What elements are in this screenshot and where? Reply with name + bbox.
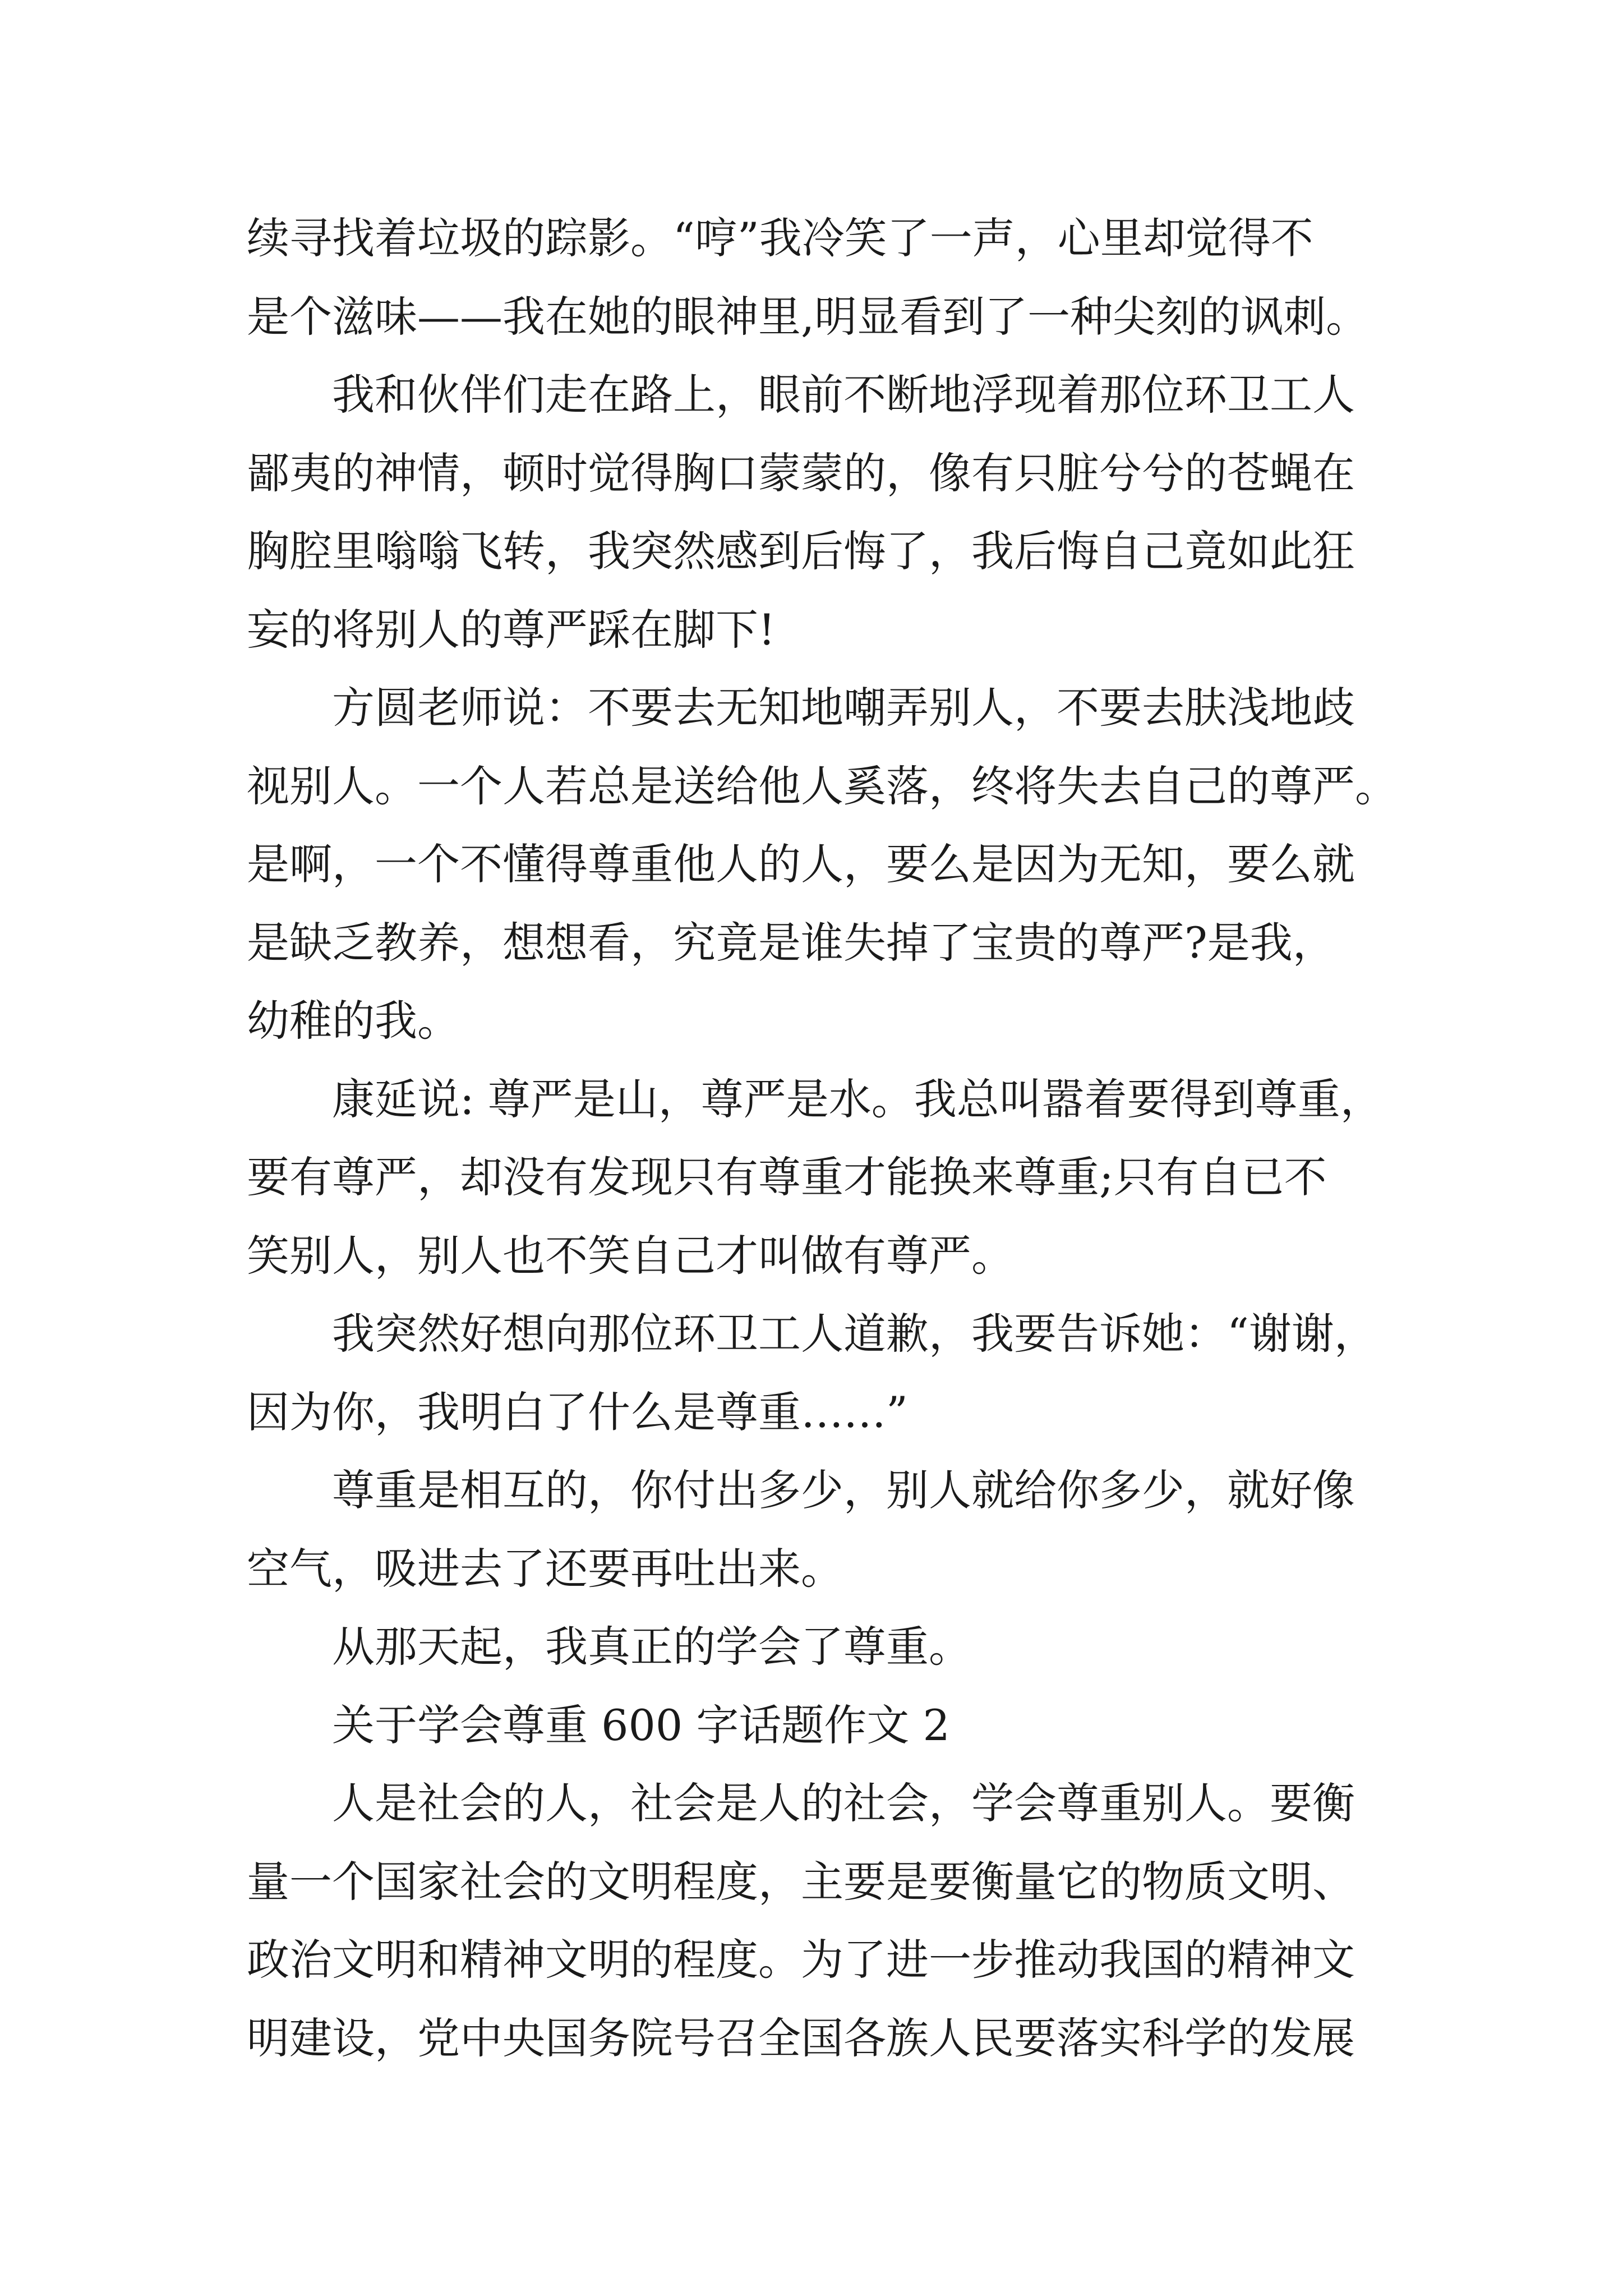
text-line: 空气，吸进去了还要再吐出来。 bbox=[247, 1543, 843, 1594]
body-text bbox=[247, 199, 1424, 2077]
text-line: 笑别人，别人也不笑自己才叫做有尊严。 bbox=[247, 1230, 1014, 1281]
text-line: 妄的将别人的尊严踩在脚下! bbox=[247, 604, 776, 655]
paragraph-start-line: 人是社会的人，社会是人的社会，学会尊重别人。要衡 bbox=[332, 1778, 1355, 1828]
text-line: 政治文明和精神文明的程度。为了进一步推动我国的精神文 bbox=[247, 1935, 1355, 1985]
paragraph-start-line: 我突然好想向那位环卫工人道歉，我要告诉她：“谢谢， bbox=[332, 1309, 1377, 1359]
text-line: 是啊，一个不懂得尊重他人的人，要么是因为无知，要么就 bbox=[247, 839, 1355, 889]
text-line: 是缺乏教养，想想看，究竟是谁失掉了宝贵的尊严?是我， bbox=[247, 917, 1335, 968]
text-line: 是个滋味——我在她的眼神里,明显看到了一种尖刻的讽刺。 bbox=[247, 291, 1369, 342]
paragraph-start-line: 从那天起，我真正的学会了尊重。 bbox=[332, 1622, 971, 1672]
text-line: 明建设，党中央国务院号召全国各族人民要落实科学的发展 bbox=[247, 2013, 1355, 2063]
text-line: 胸腔里嗡嗡飞转，我突然感到后悔了，我后悔自己竟如此狂 bbox=[247, 526, 1355, 576]
text-line: 要有尊严，却没有发现只有尊重才能换来尊重;只有自已不 bbox=[247, 1152, 1327, 1202]
paragraph-start-line: 康延说: 尊严是山，尊严是水。我总叫嚣着要得到尊重， bbox=[332, 1074, 1383, 1124]
text-line: 量一个国家社会的文明程度，主要是要衡量它的物质文明、 bbox=[247, 1856, 1355, 1907]
text-line: 续寻找着垃圾的踪影。“哼”我冷笑了一声，心里却觉得不 bbox=[247, 213, 1313, 263]
paragraph-start-line: 尊重是相互的，你付出多少，别人就给你多少，就好像 bbox=[332, 1465, 1355, 1515]
text-line: 因为你，我明白了什么是尊重……” bbox=[247, 1387, 908, 1437]
paragraph-start-line: 方圆老师说：不要去无知地嘲弄别人，不要去肤浅地歧 bbox=[332, 683, 1355, 733]
text-line: 幼稚的我。 bbox=[247, 996, 460, 1046]
text-line: 鄙夷的神情，顿时觉得胸口蒙蒙的，像有只脏兮兮的苍蝇在 bbox=[247, 448, 1355, 498]
text-line: 视别人。一个人若总是送给他人奚落，终将失去自己的尊严。 bbox=[247, 761, 1398, 811]
section-heading: 关于学会尊重 600 字话题作文 2 bbox=[332, 1700, 950, 1750]
paragraph-start-line: 我和伙伴们走在路上，眼前不断地浮现着那位环卫工人 bbox=[332, 370, 1355, 420]
